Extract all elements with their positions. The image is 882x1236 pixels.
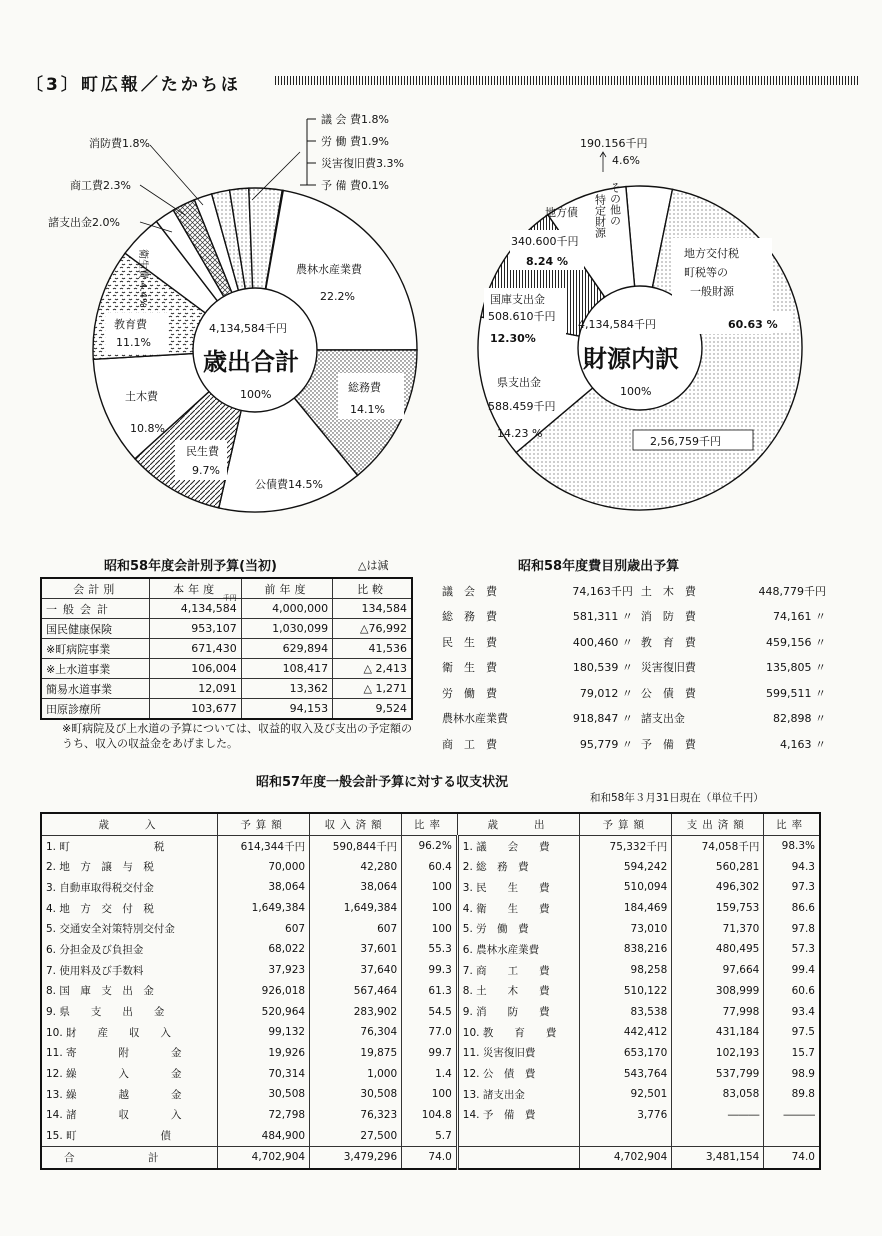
- cell: 82,898 〃: [773, 712, 826, 726]
- cell: 98,258: [580, 960, 672, 981]
- cell: [672, 1125, 764, 1146]
- cell: 108,417: [241, 659, 332, 679]
- cell: [457, 1147, 579, 1169]
- cell: 100: [402, 898, 458, 919]
- cell: 480,495: [672, 939, 764, 960]
- cell: 民 生 費: [442, 635, 497, 649]
- cell: 1,030,099: [241, 619, 332, 639]
- cell: 総 務 費: [442, 610, 497, 624]
- table-row: [41, 659, 412, 679]
- label-misc: 諸支出金2.0%: [48, 216, 120, 229]
- col-header: 歳 入: [41, 813, 218, 835]
- cell: 衛 生 費: [442, 661, 497, 675]
- cell: 594,242: [580, 856, 672, 877]
- cell: 60.6: [764, 981, 820, 1002]
- label-civil-name: 土木費: [125, 390, 158, 403]
- cell: 公 債 費: [640, 686, 696, 700]
- table-row: [41, 1105, 820, 1126]
- cell: 68,022: [218, 939, 310, 960]
- cell: 商 工 費: [442, 737, 497, 751]
- cell: 6. 分担金及び負担金: [41, 939, 218, 960]
- table-row: [440, 706, 832, 732]
- label-health: 衛生費 4.4%: [137, 249, 148, 308]
- col-header: 会計別: [41, 578, 150, 599]
- cell: 37,601: [310, 939, 402, 960]
- label-rev-natl-pct: 12.30%: [490, 332, 536, 345]
- cell: 4,163 〃: [780, 737, 826, 751]
- table-row: [440, 680, 832, 706]
- settlement-table: [40, 812, 821, 1170]
- cell: 75,332千円: [580, 835, 672, 856]
- cell: [457, 1125, 579, 1146]
- cell: 599,511 〃: [766, 686, 826, 700]
- label-civil-pct: 10.8%: [130, 422, 165, 435]
- cell: [580, 1125, 672, 1146]
- col-header: 歳 出: [457, 813, 579, 835]
- cell: 100: [402, 1084, 458, 1105]
- label-rev-natl-name: 国庫支出金: [490, 293, 545, 306]
- cell: 土 木 費: [640, 584, 696, 598]
- cell: 合 計: [41, 1147, 218, 1169]
- cell: 27,500: [310, 1125, 402, 1146]
- cell: [764, 1125, 820, 1146]
- label-rev-general-value: 2,56,759千円: [650, 435, 721, 448]
- cell: 15. 町 債: [41, 1125, 218, 1146]
- label-rev-bond-name: 地方債: [545, 206, 578, 219]
- cell: 農林水産業費: [442, 712, 508, 726]
- cell: 74.0: [402, 1147, 458, 1169]
- cell: 590,844千円: [310, 835, 402, 856]
- label-rev-other-1: その他の: [608, 182, 622, 226]
- cell: 10. 教 育 費: [457, 1022, 579, 1043]
- cell: 99,132: [218, 1022, 310, 1043]
- cell: 89.8: [764, 1084, 820, 1105]
- cell: 442,412: [580, 1022, 672, 1043]
- cell: 614,344千円: [218, 835, 310, 856]
- col-header: 収入済額: [310, 813, 402, 835]
- cell: 103,677: [150, 699, 241, 720]
- cell: 議 会 費: [442, 584, 497, 598]
- cell: 953,107: [150, 619, 241, 639]
- cell: △ 2,413: [333, 659, 412, 679]
- col-header: 支出済額: [672, 813, 764, 835]
- table-row: [41, 679, 412, 699]
- cell: 1,649,384: [218, 898, 310, 919]
- cell: 12. 繰 入 金: [41, 1063, 218, 1084]
- rev-center-title: 財源内訳: [583, 345, 679, 373]
- rev-total-value: 4,134,584千円: [578, 318, 656, 331]
- cell: 60.4: [402, 856, 458, 877]
- cell: 14. 予 備 費: [457, 1105, 579, 1126]
- cell: 98.9: [764, 1063, 820, 1084]
- cell: 1. 町 税: [41, 835, 218, 856]
- cell: 田原診療所: [41, 699, 150, 720]
- label-rev-other-pct: 4.6%: [612, 154, 640, 167]
- col-header: 比較: [333, 578, 412, 599]
- exp-center-pct: 100%: [240, 388, 272, 401]
- cell: 労 働 費: [442, 686, 497, 700]
- cell: 70,000: [218, 856, 310, 877]
- label-rev-general-pct: 60.63 %: [728, 318, 778, 331]
- cell: 77,998: [672, 1001, 764, 1022]
- cell: 653,170: [580, 1043, 672, 1064]
- cell: 5.7: [402, 1125, 458, 1146]
- cell: 消 防 費: [640, 610, 696, 624]
- cell: 1.4: [402, 1063, 458, 1084]
- cell: 560,281: [672, 856, 764, 877]
- label-agri-name: 農林水産業費: [296, 263, 362, 276]
- cell: 1,000: [310, 1063, 402, 1084]
- label-rev-pref-value: 588.459千円: [488, 400, 556, 413]
- label-edu-name: 教育費: [114, 318, 147, 331]
- cell: 8. 土 木 費: [457, 981, 579, 1002]
- cell: 104.8: [402, 1105, 458, 1126]
- cell: 102,193: [672, 1043, 764, 1064]
- label-debt: 公債費14.5%: [255, 478, 323, 491]
- cell: 10. 財 産 収 入: [41, 1022, 218, 1043]
- cell: 9. 消 防 費: [457, 1001, 579, 1022]
- cell: 134,584: [333, 599, 412, 619]
- cell: 14. 諸 収 入: [41, 1105, 218, 1126]
- cell: 100: [402, 918, 458, 939]
- cell: 607: [218, 918, 310, 939]
- cell: 97,664: [672, 960, 764, 981]
- cell: 70,314: [218, 1063, 310, 1084]
- cell: 9. 県 支 出 金: [41, 1001, 218, 1022]
- cell: 57.3: [764, 939, 820, 960]
- cell: 11. 災害復旧費: [457, 1043, 579, 1064]
- cell: 97.3: [764, 877, 820, 898]
- table-row: [440, 655, 832, 681]
- cell: 9,524: [333, 699, 412, 720]
- cell: 86.6: [764, 898, 820, 919]
- cell: 97.5: [764, 1022, 820, 1043]
- label-rev-pref-name: 県支出金: [497, 376, 541, 389]
- cell: 61.3: [402, 981, 458, 1002]
- table-row: [41, 960, 820, 981]
- cell: 581,311 〃: [572, 610, 633, 624]
- cell: 13,362: [241, 679, 332, 699]
- cell: 496,302: [672, 877, 764, 898]
- cell: 73,010: [580, 918, 672, 939]
- item-budget-title: 昭和58年度費目別歳出予算: [518, 559, 680, 574]
- col-header: 予算額: [580, 813, 672, 835]
- table-row: [440, 731, 832, 757]
- cell: 99.7: [402, 1043, 458, 1064]
- table-row: [41, 877, 820, 898]
- legend-gikai: 議 会 費1.8%: [321, 113, 389, 126]
- label-rev-pref-pct: 14.23 %: [497, 427, 543, 440]
- table-row: [41, 1022, 820, 1043]
- cell: 教 育 費: [640, 635, 696, 649]
- exp-total-value: 4,134,584千円: [209, 322, 287, 335]
- table-row: [41, 918, 820, 939]
- cell: 93.4: [764, 1001, 820, 1022]
- cell: 15.7: [764, 1043, 820, 1064]
- cell: 99.4: [764, 960, 820, 981]
- cell: 838,216: [580, 939, 672, 960]
- cell: 671,430: [150, 639, 241, 659]
- cell: 8. 国 庫 支 出 金: [41, 981, 218, 1002]
- cell: [150, 594, 241, 619]
- cell: 83,538: [580, 1001, 672, 1022]
- cell: 2. 地 方 譲 与 税: [41, 856, 218, 877]
- label-rev-natl-value: 508.610千円: [488, 310, 556, 323]
- cell: 459,156 〃: [766, 635, 826, 649]
- cell: 37,923: [218, 960, 310, 981]
- cell: ※上水道事業: [41, 659, 150, 679]
- cell: 5. 交通安全対策特別交付金: [41, 918, 218, 939]
- cell: 11. 寄 附 金: [41, 1043, 218, 1064]
- table-row: [440, 578, 832, 604]
- cell: 76,304: [310, 1022, 402, 1043]
- label-rev-bond-pct: 8.24 %: [526, 255, 568, 268]
- cell: 54.5: [402, 1001, 458, 1022]
- table-row: [41, 699, 412, 720]
- col-header: 本年度: [150, 578, 241, 599]
- cell: 30,508: [218, 1084, 310, 1105]
- cell: 1. 議 会 費: [457, 835, 579, 856]
- settlement-as-of: 和和58年３月31日現在（単位千円）: [590, 792, 764, 804]
- cell: 106,004: [150, 659, 241, 679]
- table-row: [41, 1125, 820, 1146]
- cell: 92,501: [580, 1084, 672, 1105]
- cell: 520,964: [218, 1001, 310, 1022]
- cell: 926,018: [218, 981, 310, 1002]
- cell: 180,539 〃: [572, 661, 633, 675]
- cell: 5. 労 働 費: [457, 918, 579, 939]
- table-row: [440, 604, 832, 630]
- cell: 94,153: [241, 699, 332, 720]
- page-header: 〔3〕町広報／たかちほ: [26, 75, 241, 95]
- cell: 13. 繰 越 金: [41, 1084, 218, 1105]
- table-row: [41, 856, 820, 877]
- legend-roudou: 労 働 費1.9%: [321, 135, 389, 148]
- cell: 3. 民 生 費: [457, 877, 579, 898]
- cell: 2. 総 務 費: [457, 856, 579, 877]
- cell: 484,900: [218, 1125, 310, 1146]
- cell: 42,280: [310, 856, 402, 877]
- col-header: 比率: [402, 813, 458, 835]
- label-rev-other-value: 190.156千円: [580, 137, 648, 150]
- cell: 55.3: [402, 939, 458, 960]
- cell: 400,460 〃: [572, 635, 633, 649]
- cell: 4. 衛 生 費: [457, 898, 579, 919]
- label-edu-pct: 11.1%: [116, 336, 151, 349]
- cell-value: 4,134,584: [180, 602, 237, 615]
- cell: ―――: [672, 1105, 764, 1126]
- cell: △76,992: [333, 619, 412, 639]
- cell: 184,469: [580, 898, 672, 919]
- label-rev-other-2: 特定財源: [593, 194, 607, 238]
- account-budget-title: 昭和58年度会計別予算(当初): [104, 559, 277, 574]
- label-fire: 消防費1.8%: [89, 137, 150, 150]
- settlement-title: 昭和57年度一般会計予算に対する収支状況: [256, 775, 509, 790]
- cell: 3. 自動車取得税交付金: [41, 877, 218, 898]
- table-row: [41, 1084, 820, 1105]
- cell: 135,805 〃: [766, 661, 826, 675]
- table-row: [440, 629, 832, 655]
- cell: 629,894: [241, 639, 332, 659]
- cell: 918,847 〃: [572, 712, 633, 726]
- table-row: [41, 599, 412, 619]
- col-header: 前年度: [241, 578, 332, 599]
- label-agri-pct: 22.2%: [320, 290, 355, 303]
- legend-saigai: 災害復旧費3.3%: [321, 157, 404, 170]
- table-row: [41, 1063, 820, 1084]
- label-general-pct: 14.1%: [350, 403, 385, 416]
- table-row: [41, 835, 820, 856]
- cell: 510,094: [580, 877, 672, 898]
- cell: 100: [402, 877, 458, 898]
- cell: 74,058千円: [672, 835, 764, 856]
- label-commerce: 商工費2.3%: [70, 179, 131, 192]
- cell: 72,798: [218, 1105, 310, 1126]
- table-row: [41, 898, 820, 919]
- exp-center-title: 歳出合計: [203, 348, 299, 376]
- cell: 37,640: [310, 960, 402, 981]
- cell: 38,064: [310, 877, 402, 898]
- label-rev-general-2: 町税等の: [684, 266, 728, 279]
- cell: 7. 使用料及び手数料: [41, 960, 218, 981]
- table-row: [41, 1043, 820, 1064]
- cell: 4. 地 方 交 付 税: [41, 898, 218, 919]
- unit-small: 千円: [222, 594, 237, 602]
- item-budget-table: [440, 578, 832, 757]
- cell: 6. 農林水産業費: [457, 939, 579, 960]
- cell: 543,764: [580, 1063, 672, 1084]
- cell: 98.3%: [764, 835, 820, 856]
- cell: 災害復旧費: [640, 661, 696, 675]
- cell: 510,122: [580, 981, 672, 1002]
- table-row: [41, 619, 412, 639]
- account-budget-note: △は減: [358, 559, 389, 572]
- cell: ―――: [764, 1105, 820, 1126]
- table-row: [41, 981, 820, 1002]
- cell: 607: [310, 918, 402, 939]
- table-header-row: [41, 813, 820, 835]
- cell: 13. 諸支出金: [457, 1084, 579, 1105]
- cell: 7. 商 工 費: [457, 960, 579, 981]
- cell: 159,753: [672, 898, 764, 919]
- cell: 1,649,384: [310, 898, 402, 919]
- cell: 41,536: [333, 639, 412, 659]
- cell: 簡易水道事業: [41, 679, 150, 699]
- cell: 96.2%: [402, 835, 458, 856]
- cell: 71,370: [672, 918, 764, 939]
- cell: 3,481,154: [672, 1147, 764, 1169]
- rev-center-pct: 100%: [620, 385, 652, 398]
- cell: 94.3: [764, 856, 820, 877]
- cell: 83,058: [672, 1084, 764, 1105]
- label-rev-bond-value: 340.600千円: [511, 235, 579, 248]
- cell: 74,163千円: [572, 584, 633, 598]
- cell: 431,184: [672, 1022, 764, 1043]
- table-row: [41, 939, 820, 960]
- cell: 一般会計: [41, 599, 150, 619]
- table-row: [41, 639, 412, 659]
- cell: 予 備 費: [640, 737, 696, 751]
- total-row: [41, 1147, 820, 1169]
- cell: 283,902: [310, 1001, 402, 1022]
- cell: 12. 公 債 費: [457, 1063, 579, 1084]
- label-rev-general-1: 地方交付税: [684, 247, 739, 260]
- cell: 77.0: [402, 1022, 458, 1043]
- legend-yobi: 予 備 費0.1%: [321, 179, 389, 192]
- cell: 3,479,296: [310, 1147, 402, 1169]
- cell: 99.3: [402, 960, 458, 981]
- cell: 95,779 〃: [579, 737, 633, 751]
- cell: △ 1,271: [333, 679, 412, 699]
- cell: 537,799: [672, 1063, 764, 1084]
- cell: 97.8: [764, 918, 820, 939]
- label-rev-general-3: 一般財源: [690, 285, 734, 298]
- account-budget-table: [40, 577, 413, 720]
- cell: 448,779千円: [758, 584, 826, 598]
- cell: 4,000,000: [241, 599, 332, 619]
- cell: 3,776: [580, 1105, 672, 1126]
- cell: 567,464: [310, 981, 402, 1002]
- cell: 12,091: [150, 679, 241, 699]
- cell: 76,323: [310, 1105, 402, 1126]
- table-row: [41, 1001, 820, 1022]
- cell: 諸支出金: [640, 712, 685, 726]
- cell: ※町病院事業: [41, 639, 150, 659]
- col-header: 予算額: [218, 813, 310, 835]
- cell: 19,926: [218, 1043, 310, 1064]
- cell: 国民健康保険: [41, 619, 150, 639]
- label-welfare-name: 民生費: [186, 445, 219, 458]
- cell: 74,161 〃: [773, 610, 826, 624]
- cell: 308,999: [672, 981, 764, 1002]
- cell: 30,508: [310, 1084, 402, 1105]
- cell: 4,702,904: [580, 1147, 672, 1169]
- cell: 4,702,904: [218, 1147, 310, 1169]
- cell: 74.0: [764, 1147, 820, 1169]
- pie-charts: [0, 0, 882, 560]
- cell: 79,012 〃: [579, 686, 633, 700]
- label-general-name: 総務費: [348, 381, 381, 394]
- account-budget-footnote: ※町病院及び上水道の予算については、収益的収入及び支出の予定額のうち、収入の収益金をあげました。: [62, 722, 412, 750]
- col-header: 比率: [764, 813, 820, 835]
- cell: 38,064: [218, 877, 310, 898]
- label-welfare-pct: 9.7%: [192, 464, 220, 477]
- cell: 19,875: [310, 1043, 402, 1064]
